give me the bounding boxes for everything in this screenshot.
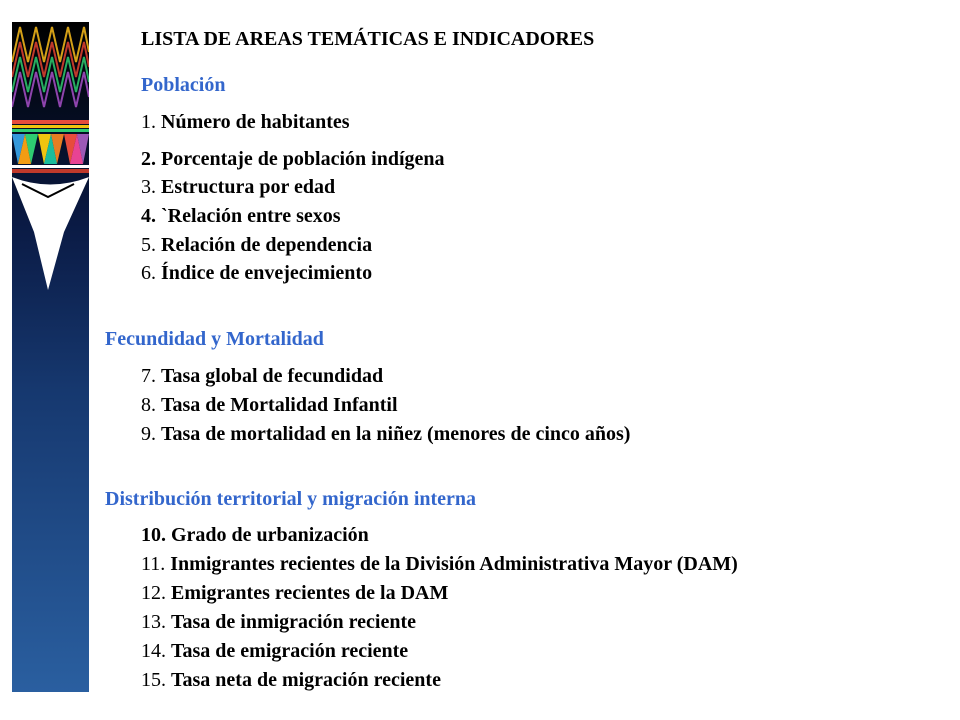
section-heading-distribucion: Distribución territorial y migración interna [105,488,477,510]
list-item: 4. `Relación entre sexos [141,205,341,227]
list-item: 7. Tasa global de fecundidad [141,365,384,387]
page-title: LISTA DE AREAS TEMÁTICAS E INDICADORES [141,28,595,50]
list-item: 8. Tasa de Mortalidad Infantil [141,394,398,416]
list-item: 2. Porcentaje de población indígena [141,148,445,170]
list-item: 5. Relación de dependencia [141,234,373,256]
list-item: 12. Emigrantes recientes de la DAM [141,582,449,604]
list-item: 14. Tasa de emigración reciente [141,640,409,662]
list-item: 1. Número de habitantes [141,111,350,133]
list-item: 3. Estructura por edad [141,176,336,198]
list-item: 6. Índice de envejecimiento [141,262,373,284]
list-item: 11. Inmigrantes recientes de la División Administrativa Mayor (DAM) [141,553,738,575]
list-item: 9. Tasa de mortalidad en la niñez (menores de cinco años) [141,423,631,445]
list-item: 15. Tasa neta de migración reciente [141,669,441,691]
list-item: 13. Tasa de inmigración reciente [141,611,416,633]
section-heading-poblacion: Población [141,74,226,96]
section-heading-fecundidad: Fecundidad y Mortalidad [105,328,324,350]
decorative-mask-banner [12,22,89,692]
list-item: 10. Grado de urbanización [141,524,369,546]
